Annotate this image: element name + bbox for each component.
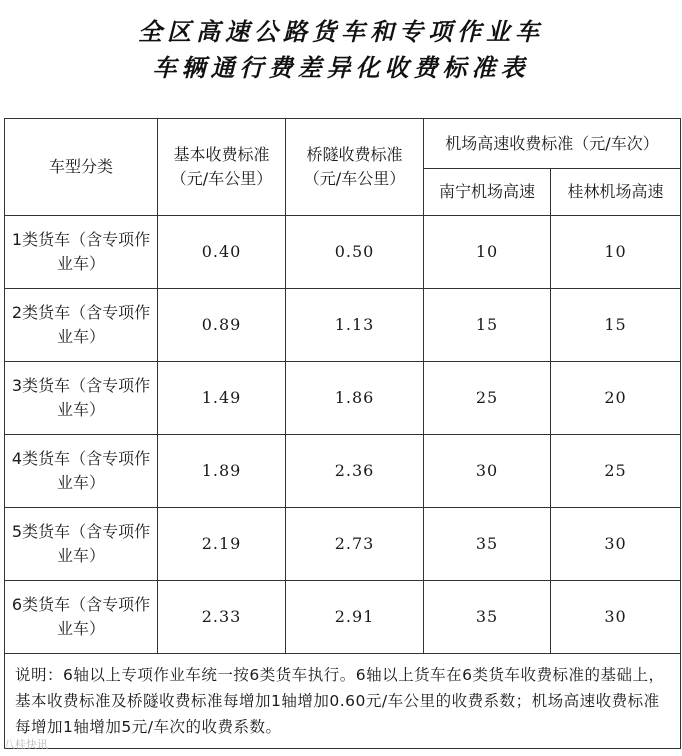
- table-row: [5, 216, 681, 289]
- guilin-fee-cell: 15: [551, 289, 681, 362]
- vehicle-type-cell: 4类货车（含专项作业车）: [5, 435, 158, 508]
- header-nanning-airport: 南宁机场高速: [424, 169, 551, 216]
- nanning-fee-cell: 25: [424, 362, 551, 435]
- basic-fee-cell: 1.49: [158, 362, 286, 435]
- vehicle-type-cell: 3类货车（含专项作业车）: [5, 362, 158, 435]
- watermark: 八桂快讯: [4, 738, 48, 751]
- vehicle-type-cell: 5类货车（含专项作业车）: [5, 508, 158, 581]
- bridge-fee-cell: 0.50: [286, 216, 424, 289]
- table-note: 说明：6轴以上专项作业车统一按6类货车执行。6轴以上货车在6类货车收费标准的基础上，基本收费标准及桥隧收费标准每增加1轴增加0.60元/车公里的收费系数；机场高速收费标准每增加1轴增加5元/车次的收费系数。: [5, 654, 681, 749]
- nanning-fee-cell: 10: [424, 216, 551, 289]
- guilin-fee-cell: 30: [551, 508, 681, 581]
- basic-fee-cell: 0.40: [158, 216, 286, 289]
- guilin-fee-cell: 25: [551, 435, 681, 508]
- title-line-1: 全区高速公路货车和专项作业车: [138, 17, 544, 46]
- guilin-fee-cell: 30: [551, 581, 681, 654]
- bridge-fee-cell: 2.91: [286, 581, 424, 654]
- vehicle-type-cell: 2类货车（含专项作业车）: [5, 289, 158, 362]
- bridge-fee-cell: 1.86: [286, 362, 424, 435]
- vehicle-type-cell: 6类货车（含专项作业车）: [5, 581, 158, 654]
- header-guilin-airport: 桂林机场高速: [551, 169, 681, 216]
- nanning-fee-cell: 35: [424, 581, 551, 654]
- nanning-fee-cell: 30: [424, 435, 551, 508]
- nanning-fee-cell: 35: [424, 508, 551, 581]
- nanning-fee-cell: 15: [424, 289, 551, 362]
- fee-table: [4, 118, 681, 749]
- basic-fee-cell: 2.19: [158, 508, 286, 581]
- bridge-fee-cell: 1.13: [286, 289, 424, 362]
- header-bridge-fee: 桥隧收费标准（元/车公里）: [286, 119, 424, 216]
- header-airport-fee: 机场高速收费标准（元/车次）: [424, 119, 681, 169]
- table-row: [5, 435, 681, 508]
- bridge-fee-cell: 2.73: [286, 508, 424, 581]
- guilin-fee-cell: 20: [551, 362, 681, 435]
- basic-fee-cell: 0.89: [158, 289, 286, 362]
- table-row: [5, 581, 681, 654]
- vehicle-type-cell: 1类货车（含专项作业车）: [5, 216, 158, 289]
- title-line-2: 车辆通行费差异化收费标准表: [152, 53, 530, 82]
- bridge-fee-cell: 2.36: [286, 435, 424, 508]
- header-basic-fee: 基本收费标准（元/车公里）: [158, 119, 286, 216]
- basic-fee-cell: 1.89: [158, 435, 286, 508]
- header-vehicle-type: 车型分类: [5, 119, 158, 216]
- table-row: [5, 362, 681, 435]
- basic-fee-cell: 2.33: [158, 581, 286, 654]
- table-row: [5, 289, 681, 362]
- guilin-fee-cell: 10: [551, 216, 681, 289]
- table-row: [5, 508, 681, 581]
